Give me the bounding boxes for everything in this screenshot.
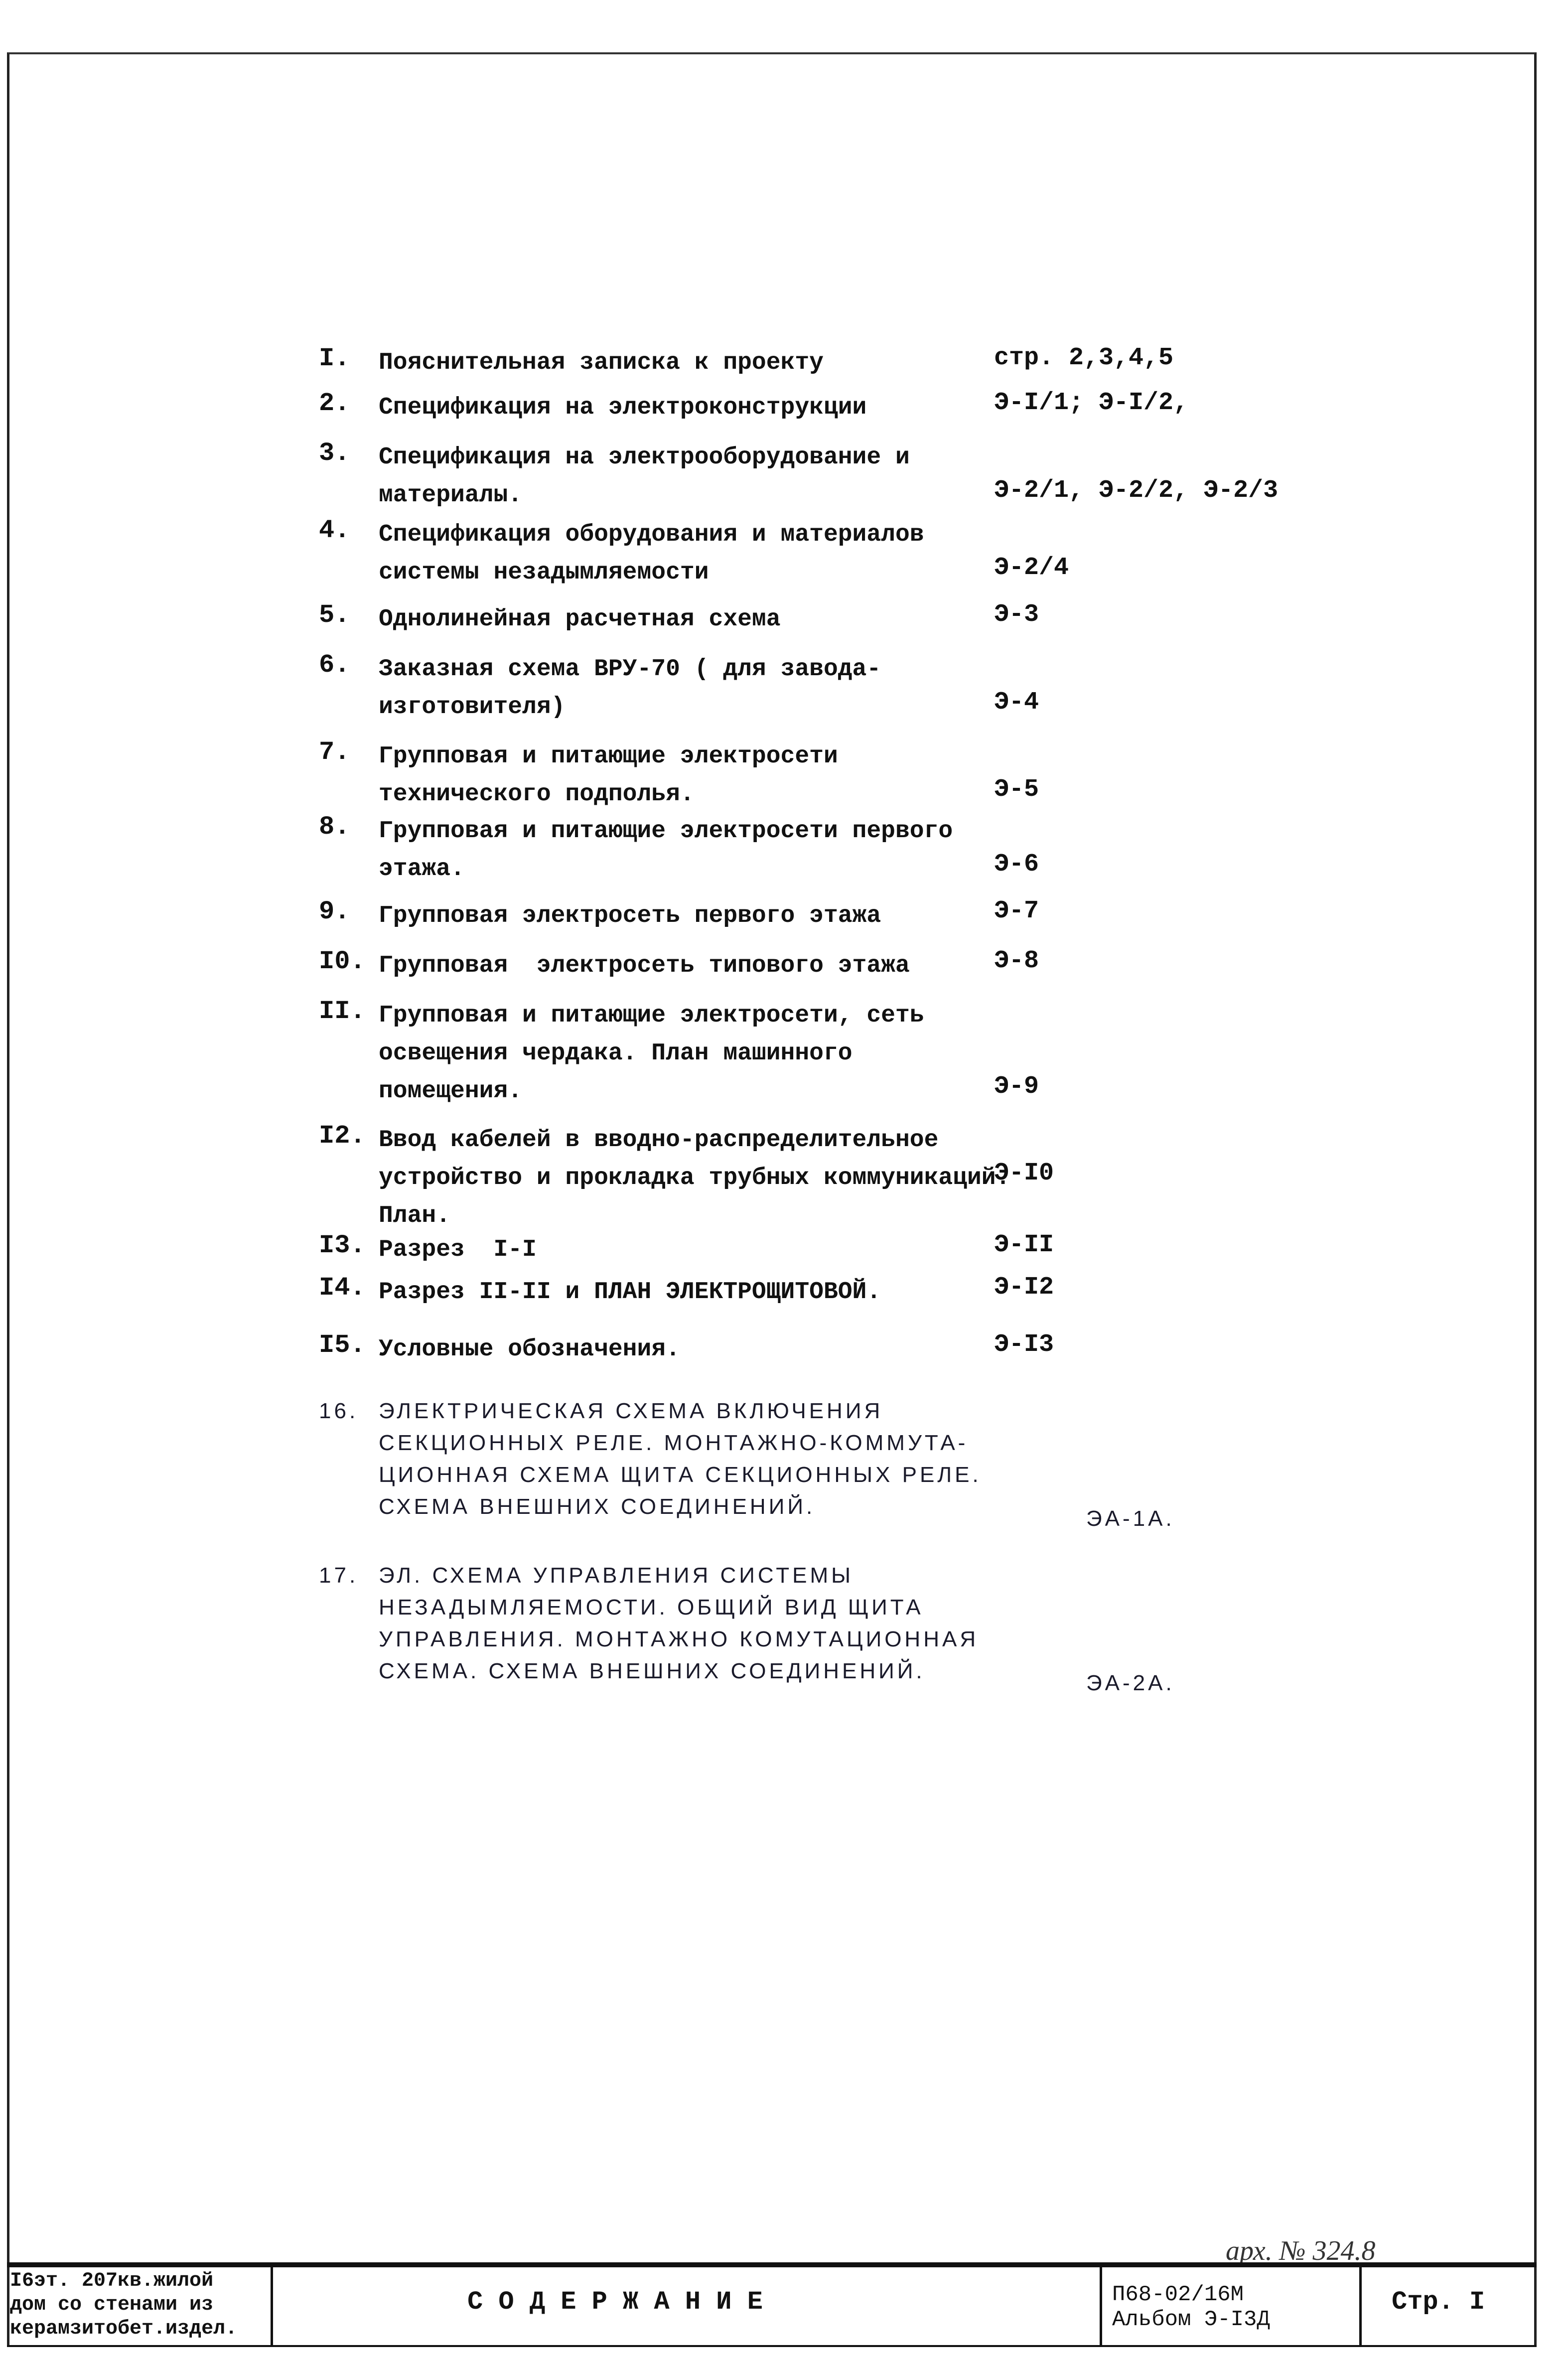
item-title: Групповая электросеть первого этажа: [379, 902, 881, 929]
item-title: Спецификация на электроконструкции: [379, 394, 867, 421]
item-sheet-code: Э-8: [994, 947, 1039, 975]
item-number: I.: [319, 344, 350, 373]
album-cell: [1102, 2267, 1362, 2345]
item-sheet-code: Э-I3: [994, 1330, 1054, 1359]
item-sheet-code: стр. 2,3,4,5: [994, 344, 1174, 372]
item-number: 6.: [319, 650, 350, 680]
item-title: Групповая и питающие электросети первого этажа.: [379, 818, 953, 883]
item-sheet-code: Э-2/1, Э-2/2, Э-2/3: [994, 476, 1279, 505]
item-title: Разрез II-II и ПЛАН ЭЛЕКТРОЩИТОВОЙ.: [379, 1279, 881, 1306]
item-sheet-code: Э-5: [994, 775, 1039, 804]
item-sheet-code: Э-6: [994, 850, 1039, 879]
item-title: ЭЛЕКТРИЧЕСКАЯ СХЕМА ВКЛЮЧЕНИЯ СЕКЦИОННЫХ РЕЛЕ. МОНТАЖНО-КОММУТА- ЦИОННАЯ СХЕМА ЩИТА СЕКЦИОННЫХ РЕЛЕ. СХЕМА ВНЕШНИХ СОЕДИНЕНИЙ.: [379, 1399, 982, 1519]
item-sheet-code: Э-4: [994, 688, 1039, 717]
item-title: Групповая и питающие электросети технического подполья.: [379, 743, 838, 808]
item-number: 7.: [319, 737, 350, 767]
item-title: Заказная схема ВРУ-70 ( для завода- изготовителя): [379, 656, 881, 721]
item-title: Пояснительная записка к проекту: [379, 349, 824, 376]
title-cell: [273, 2267, 1102, 2345]
album-code: П68-02/16М Альбом Э-I3Д: [1112, 2282, 1270, 2332]
item-title: Разрез I-I: [379, 1236, 537, 1263]
item-number: 4.: [319, 516, 350, 545]
project-name: I6эт. 207кв.жилой дом со стенами из керамзитобет.издел.: [10, 2270, 238, 2340]
item-title: Групповая электросеть типового этажа: [379, 952, 910, 979]
item-number: I0.: [319, 947, 366, 976]
item-title: Однолинейная расчетная схема: [379, 606, 781, 633]
item-number: 3.: [319, 439, 350, 468]
item-sheet-code: Э-7: [994, 897, 1039, 925]
item-number: 2.: [319, 389, 350, 418]
page-number: Стр. I: [1392, 2287, 1485, 2317]
project-cell: [7, 2267, 273, 2345]
item-sheet-code: Э-3: [994, 600, 1039, 629]
item-title: Групповая и питающие электросети, сеть освещения чердака. План машинного помещения.: [379, 1002, 924, 1105]
page-cell: [1362, 2267, 1534, 2345]
item-number: II.: [319, 997, 366, 1026]
item-number: I3.: [319, 1231, 366, 1260]
item-number: I4.: [319, 1273, 366, 1303]
item-title: Условные обозначения.: [379, 1336, 680, 1363]
item-number: I2.: [319, 1121, 366, 1151]
item-title: Ввод кабелей в вводно-распределительное устройство и прокладка трубных коммуникаций. План.: [379, 1127, 1010, 1229]
item-number: 8.: [319, 812, 350, 842]
item-sheet-code: Э-I/1; Э-I/2,: [994, 389, 1189, 417]
item-number: 16.: [319, 1399, 359, 1423]
item-sheet-code: Э-I2: [994, 1273, 1054, 1302]
item-sheet-code: Э-9: [994, 1072, 1039, 1101]
title-block: [7, 2262, 1537, 2347]
item-sheet-code: Э-II: [994, 1231, 1054, 1259]
item-sheet-code: ЭА-1А.: [1086, 1506, 1175, 1531]
item-sheet-code: Э-2/4: [994, 554, 1069, 582]
item-number: I5.: [319, 1330, 366, 1360]
archive-note: арх. № 324.8: [1226, 2235, 1376, 2266]
sheet-title: С О Д Е Р Ж А Н И Е: [467, 2287, 763, 2317]
item-number: 5.: [319, 600, 350, 630]
item-title: Спецификация на электрооборудование и материалы.: [379, 444, 910, 509]
item-title: Спецификация оборудования и материалов системы незадымляемости: [379, 521, 924, 586]
item-number: 17.: [319, 1563, 359, 1588]
item-sheet-code: Э-I0: [994, 1159, 1054, 1187]
item-sheet-code: ЭА-2А.: [1086, 1671, 1175, 1695]
item-title: ЭЛ. СХЕМА УПРАВЛЕНИЯ СИСТЕМЫ НЕЗАДЫМЛЯЕМОСТИ. ОБЩИЙ ВИД ЩИТА УПРАВЛЕНИЯ. МОНТАЖНО КОМУТАЦИОННАЯ СХЕМА. СХЕМА ВНЕШНИХ СОЕДИНЕНИЙ.: [379, 1563, 979, 1683]
item-number: 9.: [319, 897, 350, 926]
